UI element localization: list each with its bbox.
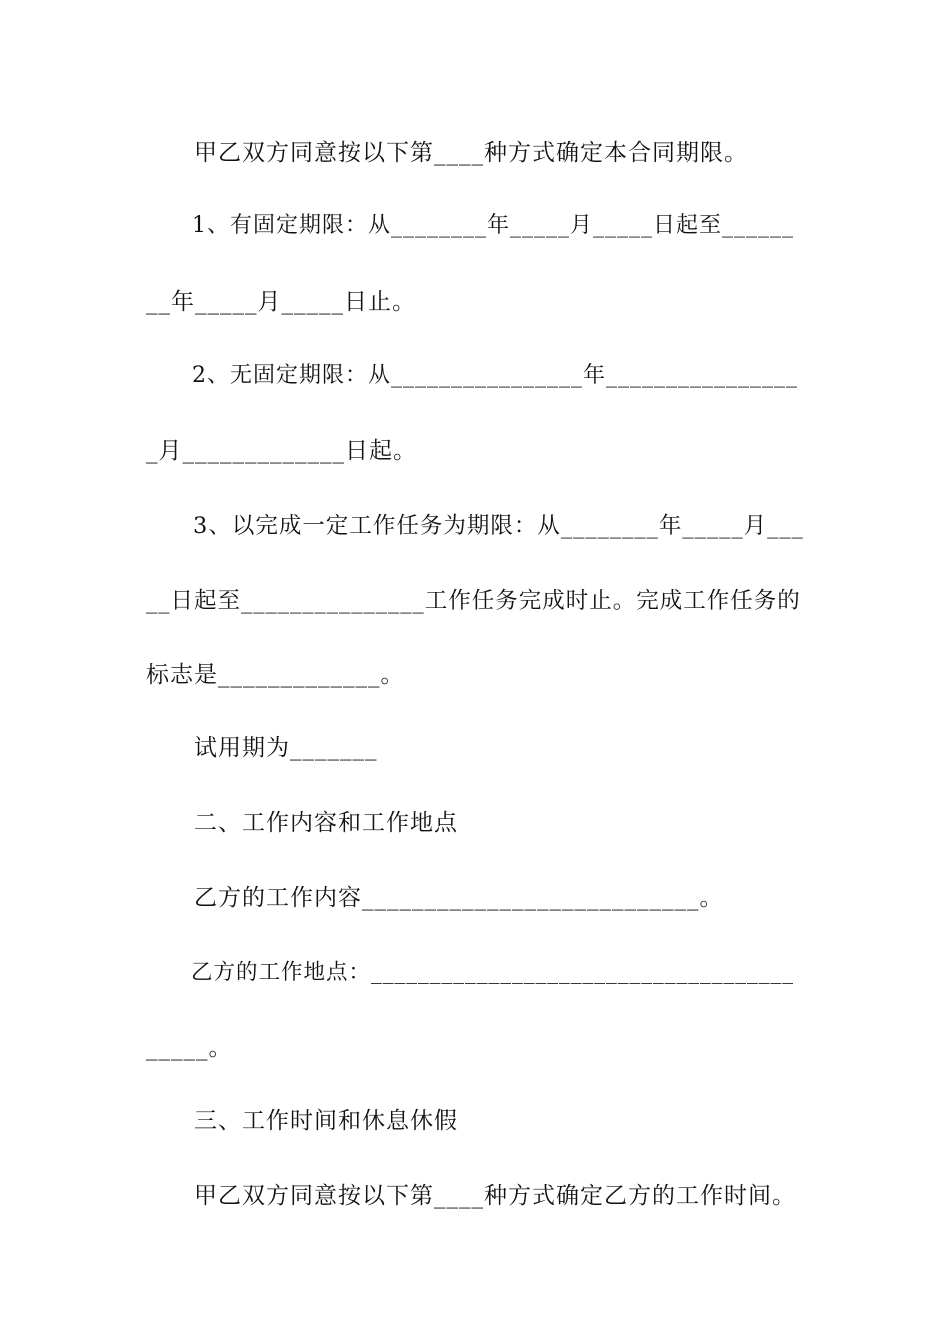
paragraph-hours-intro: 甲乙双方同意按以下第____种方式确定乙方的工作时间。 xyxy=(146,1183,796,1209)
section-heading-hours: 三、工作时间和休息休假 xyxy=(146,1108,458,1134)
paragraph-work-place-cont: _____。 xyxy=(146,1035,233,1061)
paragraph-work-place: 乙方的工作地点：____________________________________ xyxy=(146,960,795,985)
paragraph-probation: 试用期为_______ xyxy=(146,735,378,761)
paragraph-open-term-cont: _月_____________日起。 xyxy=(146,438,417,464)
paragraph-task-term: 3、以完成一定工作任务为期限：从________年_____月___ xyxy=(146,513,804,539)
paragraph-fixed-term: 1、有固定期限：从________年_____月_____日起至______ xyxy=(146,213,794,238)
paragraph-task-term-cont: __日起至_______________工作任务完成时止。完成工作任务的 xyxy=(146,588,801,614)
section-heading-work: 二、工作内容和工作地点 xyxy=(146,810,458,836)
paragraph-open-term: 2、无固定期限：从________________年________________ xyxy=(146,363,798,388)
paragraph-fixed-term-cont: __年_____月_____日止。 xyxy=(146,289,416,315)
paragraph-task-term-mark: 标志是_____________。 xyxy=(146,662,405,688)
paragraph-term-intro: 甲乙双方同意按以下第____种方式确定本合同期限。 xyxy=(146,140,748,166)
paragraph-work-content: 乙方的工作内容___________________________。 xyxy=(146,885,724,911)
